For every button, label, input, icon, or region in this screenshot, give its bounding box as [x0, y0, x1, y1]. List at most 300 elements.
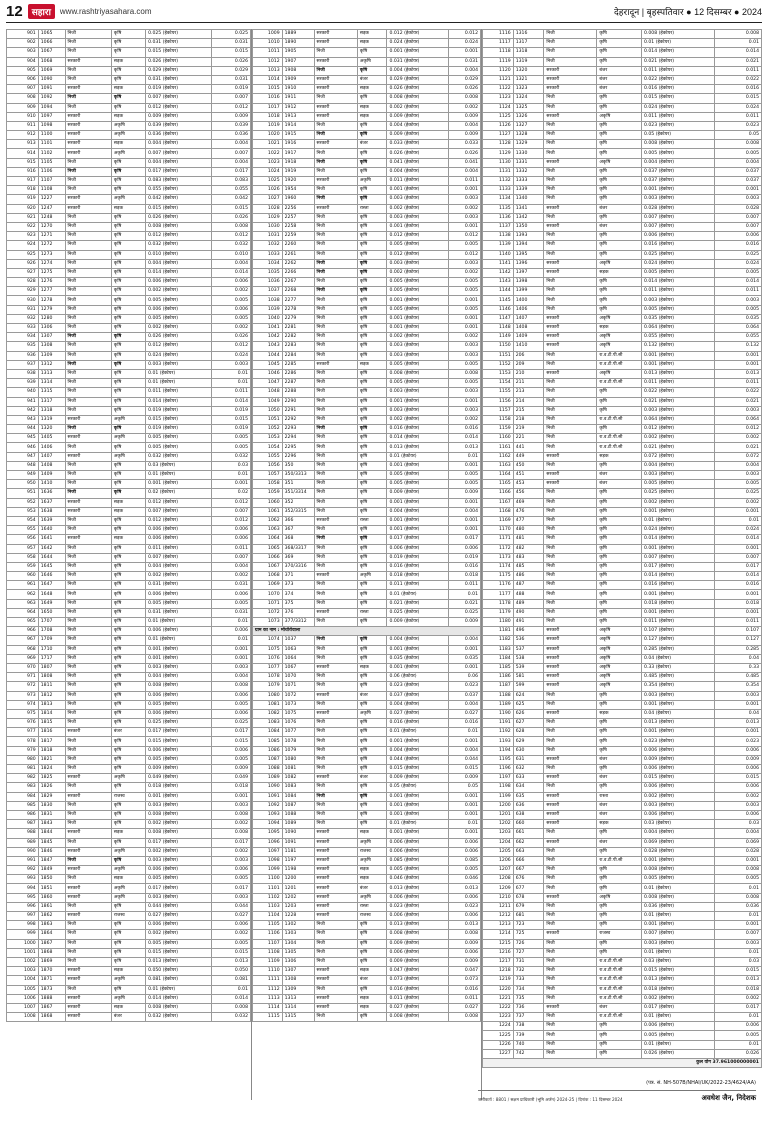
area-cell: 0.001 (हेक्टेयर)	[387, 792, 449, 801]
area-cell: 0.022 (हेक्टेयर)	[642, 388, 715, 397]
area-cell: 0.004 (हेक्टेयर)	[146, 158, 212, 167]
owner-cell: सरकारी	[314, 103, 357, 112]
serial-cell: 999	[7, 930, 39, 939]
owner-cell: सरकारी	[314, 75, 357, 84]
area-cell: 0.024 (हेक्टेयर)	[146, 351, 212, 360]
value-cell: 0.022	[714, 75, 761, 84]
area-cell: 0.011 (हेक्टेयर)	[146, 388, 212, 397]
landuse-cell: कृषि	[357, 645, 387, 654]
plot-cell: 206	[513, 351, 544, 360]
serial-cell: 957	[7, 544, 39, 553]
serial-cell: 1196	[483, 765, 514, 774]
area-cell: 0.015 (हेक्टेयर)	[387, 765, 449, 774]
landuse-cell: सड़क	[111, 112, 145, 121]
area-cell: 0.03 (हेक्टेयर)	[146, 461, 212, 470]
plot-cell: 1329	[513, 140, 544, 149]
owner-cell: निजी	[314, 434, 357, 443]
value-cell: 0.003	[714, 939, 761, 948]
serial-cell: 1044	[253, 351, 283, 360]
plot-cell: 536	[513, 636, 544, 645]
plot-cell: 1101	[38, 140, 65, 149]
owner-cell: निजी	[65, 636, 111, 645]
plot-cell: 1078	[282, 737, 314, 746]
owner-cell: निजी	[314, 535, 357, 544]
table-row	[253, 296, 481, 305]
plot-cell: 1864	[38, 930, 65, 939]
landuse-cell: कृषि	[597, 406, 642, 415]
serial-cell: 1089	[253, 774, 283, 783]
value-cell: 0.036	[714, 902, 761, 911]
table-row	[483, 921, 762, 930]
value-cell: 0.013	[449, 884, 481, 893]
area-cell: 0.081 (हेक्टेयर)	[146, 976, 212, 985]
plot-cell: 1319	[38, 415, 65, 424]
area-cell: 0.018 (हेक्टेयर)	[146, 783, 212, 792]
owner-cell: निजी	[314, 425, 357, 434]
landuse-cell: कृषि	[357, 461, 387, 470]
owner-cell: निजी	[65, 801, 111, 810]
landuse-cell: अकृषि	[597, 259, 642, 268]
value-cell: 0.011	[714, 112, 761, 121]
owner-cell: निजी	[65, 544, 111, 553]
plot-cell: 1080	[282, 755, 314, 764]
value-cell: 0.01	[449, 452, 481, 461]
owner-cell: निजी	[65, 314, 111, 323]
table-row	[7, 287, 251, 296]
serial-cell: 1209	[483, 884, 514, 893]
plot-cell: 1867	[38, 939, 65, 948]
value-cell: 0.022	[714, 388, 761, 397]
landuse-cell: अकृषि	[111, 884, 145, 893]
owner-cell: निजी	[314, 618, 357, 627]
serial-cell: 1018	[253, 112, 283, 121]
value-cell: 0.009	[449, 957, 481, 966]
landuse-cell: कृषि	[111, 783, 145, 792]
value-cell: 0.006	[449, 948, 481, 957]
area-cell: 0.006 (हेक्टेयर)	[642, 783, 715, 792]
value-cell: 0.06	[449, 673, 481, 682]
area-cell: 0.023 (हेक्टेयर)	[387, 682, 449, 691]
area-cell: 0.035 (हेक्टेयर)	[642, 314, 715, 323]
area-cell: 0.024 (हेक्टेयर)	[387, 39, 449, 48]
owner-cell: निजी	[544, 746, 597, 755]
area-cell: 0.027 (हेक्टेयर)	[387, 1003, 449, 1012]
landuse-cell: राजस्व	[357, 912, 387, 921]
website-link[interactable]: www.rashtriyasahara.com	[59, 6, 152, 16]
landuse-cell: कृषि	[111, 314, 145, 323]
table-row	[253, 682, 481, 691]
table-row	[253, 415, 481, 424]
plot-cell: 371	[282, 572, 314, 581]
value-cell: 0.004	[714, 829, 761, 838]
serial-cell: 1078	[253, 673, 283, 682]
landuse-cell: सड़क	[357, 1003, 387, 1012]
owner-cell: निजी	[544, 765, 597, 774]
value-cell: 0.016	[449, 425, 481, 434]
landuse-cell: कृषि	[111, 663, 145, 672]
table-row	[7, 875, 251, 884]
area-cell: 0.003 (हेक्टेयर)	[146, 801, 212, 810]
plot-cell: 1407	[513, 314, 544, 323]
landuse-cell: कृषि	[597, 232, 642, 241]
area-cell: 0.01 (हेक्टेयर)	[642, 948, 715, 957]
plot-cell: 1890	[282, 39, 314, 48]
table-row	[483, 737, 762, 746]
area-cell: 0.006 (हेक्टेयर)	[642, 746, 715, 755]
serial-cell: 1059	[253, 489, 283, 498]
value-cell: 0.013	[714, 369, 761, 378]
table-row	[253, 259, 481, 268]
value-cell: 0.008	[714, 866, 761, 875]
serial-cell: 952	[7, 498, 39, 507]
owner-cell: सरकारी	[314, 112, 357, 121]
owner-cell: सरकारी	[544, 471, 597, 480]
plot-cell: 537	[513, 645, 544, 654]
landuse-cell: बंजर	[597, 801, 642, 810]
table-row	[483, 471, 762, 480]
serial-cell: 1207	[483, 866, 514, 875]
area-cell: 0.008 (हेक्टेयर)	[387, 1013, 449, 1022]
landuse-cell: कृषि	[111, 755, 145, 764]
owner-cell: निजी	[314, 930, 357, 939]
owner-cell: सरकारी	[65, 893, 111, 902]
landuse-cell: कृषि	[597, 719, 642, 728]
serial-cell: 1175	[483, 572, 514, 581]
serial-cell: 1073	[253, 618, 283, 627]
serial-cell: 1025	[253, 177, 283, 186]
serial-cell: 970	[7, 663, 39, 672]
owner-cell: निजी	[65, 654, 111, 663]
table-row	[253, 673, 481, 682]
table-row	[483, 709, 762, 718]
value-cell: 0.041	[449, 158, 481, 167]
serial-cell: 954	[7, 516, 39, 525]
table-row	[253, 948, 481, 957]
owner-cell: सरकारी	[544, 314, 597, 323]
area-cell: 0.016 (हेक्टेयर)	[387, 719, 449, 728]
table-row	[483, 250, 762, 259]
value-cell: 0.009	[449, 618, 481, 627]
landuse-cell: कृषि	[111, 737, 145, 746]
plot-cell: 725	[513, 930, 544, 939]
landuse-cell: कृषि	[597, 241, 642, 250]
table-row	[7, 516, 251, 525]
table-row	[483, 765, 762, 774]
landuse-cell: कृषि	[111, 158, 145, 167]
landuse-cell: बंजर	[597, 471, 642, 480]
area-cell: 0.006 (हेक्टेयर)	[642, 810, 715, 819]
landuse-cell: सड़क	[357, 30, 387, 39]
area-cell: 0.001 (हेक्टेयर)	[146, 645, 212, 654]
owner-cell: सरकारी	[65, 1013, 111, 1022]
value-cell: 0.001	[714, 608, 761, 617]
plot-cell: 491	[513, 618, 544, 627]
serial-cell: 1093	[253, 810, 283, 819]
table-row	[253, 810, 481, 819]
owner-cell: निजी	[314, 186, 357, 195]
value-cell: 0.005	[449, 360, 481, 369]
landuse-cell: कृषि	[357, 158, 387, 167]
serial-cell: 1170	[483, 526, 514, 535]
serial-cell: 982	[7, 774, 39, 783]
area-cell: 0.016 (हेक्टेयर)	[387, 562, 449, 571]
area-cell: 0.001 (हेक्टेयर)	[387, 461, 449, 470]
table-row	[7, 232, 251, 241]
area-cell: 0.012 (हेक्टेयर)	[642, 425, 715, 434]
landuse-cell: कृषि	[111, 682, 145, 691]
plot-cell: 1916	[282, 140, 314, 149]
table-row	[7, 241, 251, 250]
plot-cell: 1306	[282, 957, 314, 966]
landuse-cell: सड़क	[597, 268, 642, 277]
table-row	[253, 103, 481, 112]
table-row	[483, 902, 762, 911]
area-cell: 0.005 (हेक्टेयर)	[387, 305, 449, 314]
owner-cell: सरकारी	[65, 535, 111, 544]
area-cell: 0.006 (हेक्टेयर)	[642, 232, 715, 241]
plot-cell: 469	[513, 498, 544, 507]
plot-cell: 486	[513, 572, 544, 581]
plot-cell: 633	[513, 774, 544, 783]
area-cell: 0.285 (हेक्टेयर)	[642, 645, 715, 654]
serial-cell: 1208	[483, 875, 514, 884]
area-cell: 0.021 (हेक्टेयर)	[642, 443, 715, 452]
landuse-cell: कृषि	[597, 912, 642, 921]
owner-cell: निजी	[544, 186, 597, 195]
plot-cell: 1394	[513, 241, 544, 250]
serial-cell: 926	[7, 259, 39, 268]
owner-cell: निजी	[314, 765, 357, 774]
value-cell: 0.002	[211, 324, 250, 333]
area-cell: 0.032 (हेक्टेयर)	[146, 1013, 212, 1022]
table-row	[253, 535, 481, 544]
value-cell: 0.016	[714, 241, 761, 250]
table-row	[253, 1013, 481, 1022]
table-row	[7, 948, 251, 957]
table-row	[7, 618, 251, 627]
table-row	[253, 333, 481, 342]
value-cell: 0.003	[714, 801, 761, 810]
landuse-cell: कृषि	[357, 333, 387, 342]
area-cell: 0.001 (हेक्टेयर)	[387, 663, 449, 672]
landuse-cell: सड़क	[357, 875, 387, 884]
area-cell: 0.006 (हेक्टेयर)	[387, 544, 449, 553]
serial-cell: 989	[7, 838, 39, 847]
value-cell: 0.006	[449, 838, 481, 847]
landuse-cell: कृषि	[597, 737, 642, 746]
table-row	[483, 415, 762, 424]
landuse-cell: कृषि	[111, 30, 145, 39]
owner-cell: सरकारी	[314, 967, 357, 976]
plot-cell: 449	[513, 452, 544, 461]
serial-cell: 1129	[483, 149, 514, 158]
table-row	[253, 305, 481, 314]
landuse-cell: कृषि	[111, 369, 145, 378]
serial-cell: 1001	[7, 948, 39, 957]
table-row	[253, 581, 481, 590]
landuse-cell: कृषि	[111, 351, 145, 360]
area-cell: 0.01 (हेक्टेयर)	[642, 1040, 715, 1049]
value-cell: 0.001	[714, 186, 761, 195]
value-cell: 0.008	[449, 369, 481, 378]
owner-cell: सरकारी	[314, 884, 357, 893]
area-cell: 0.06 (हेक्टेयर)	[387, 673, 449, 682]
landuse-cell: कृषि	[357, 324, 387, 333]
plot-cell: 1341	[513, 204, 544, 213]
value-cell: 0.005	[449, 866, 481, 875]
landuse-cell: कृषि	[357, 682, 387, 691]
plot-cell: 1340	[513, 195, 544, 204]
serial-cell: 1012	[253, 57, 283, 66]
owner-cell: निजी	[65, 30, 111, 39]
plot-cell: 480	[513, 526, 544, 535]
owner-cell: निजी	[314, 526, 357, 535]
plot-cell: 2294	[282, 434, 314, 443]
owner-cell: निजी	[314, 66, 357, 75]
value-cell: 0.017	[714, 1003, 761, 1012]
owner-cell: सरकारी	[544, 259, 597, 268]
value-cell: 0.004	[211, 259, 250, 268]
owner-cell: निजी	[314, 406, 357, 415]
table-row	[253, 976, 481, 985]
masthead	[6, 0, 762, 23]
table-row	[483, 131, 762, 140]
plot-cell: 1108	[38, 186, 65, 195]
owner-cell: निजी	[65, 296, 111, 305]
value-cell: 0.006	[449, 544, 481, 553]
value-cell: 0.001	[714, 360, 761, 369]
owner-cell: सरकारी	[65, 452, 111, 461]
value-cell: 0.01	[211, 471, 250, 480]
owner-cell: सरकारी	[314, 976, 357, 985]
serial-cell: 1036	[253, 278, 283, 287]
landuse-cell: कृषि	[111, 278, 145, 287]
owner-cell: निजी	[314, 939, 357, 948]
serial-cell: 1003	[7, 967, 39, 976]
landuse-cell: अकृषि	[597, 636, 642, 645]
serial-cell: 1187	[483, 682, 514, 691]
value-cell: 0.024	[714, 259, 761, 268]
serial-cell: 913	[7, 140, 39, 149]
owner-cell: सरकारी	[65, 121, 111, 130]
landuse-cell: बंजर	[597, 66, 642, 75]
value-cell: 0.01	[211, 379, 250, 388]
table-row	[7, 810, 251, 819]
area-cell: 0.012 (हेक्टेयर)	[146, 498, 212, 507]
table-row	[253, 489, 481, 498]
value-cell: 0.001	[449, 222, 481, 231]
serial-cell: 1084	[253, 728, 283, 737]
area-cell: 0.005 (हेक्टेयर)	[642, 305, 715, 314]
area-cell: 0.027 (हेक्टेयर)	[146, 912, 212, 921]
plot-cell: 2281	[282, 324, 314, 333]
landuse-cell: कृषि	[357, 921, 387, 930]
owner-cell: निजी	[65, 287, 111, 296]
owner-cell: निजी	[544, 902, 597, 911]
serial-cell: 1042	[253, 333, 283, 342]
landuse-cell: कृषि	[357, 480, 387, 489]
landuse-cell: अकृषि	[357, 856, 387, 865]
table-row	[483, 158, 762, 167]
landuse-cell: कृषि	[357, 948, 387, 957]
value-cell: 0.002	[211, 847, 250, 856]
serial-cell: 1098	[253, 856, 283, 865]
owner-cell: निजी	[314, 259, 357, 268]
landuse-cell: कृषि	[357, 562, 387, 571]
value-cell: 0.002	[211, 572, 250, 581]
serial-cell: 930	[7, 296, 39, 305]
area-cell: 0.001 (हेक्टेयर)	[387, 222, 449, 231]
landuse-cell: कृषि	[597, 296, 642, 305]
landuse-cell: कृषि	[111, 471, 145, 480]
landuse-cell: कृषि	[111, 167, 145, 176]
plot-cell: 2282	[282, 333, 314, 342]
area-cell: 0.016 (हेक्टेयर)	[387, 425, 449, 434]
serial-cell: 1164	[483, 471, 514, 480]
serial-cell: 1020	[253, 131, 283, 140]
owner-cell: सरकारी	[65, 1003, 111, 1012]
serial-cell: 1215	[483, 939, 514, 948]
plot-cell: 1868	[38, 1013, 65, 1022]
serial-cell: 951	[7, 489, 39, 498]
table-row	[7, 489, 251, 498]
landuse-cell: अकृषि	[111, 893, 145, 902]
table-row	[7, 976, 251, 985]
landuse-cell: कृषि	[357, 167, 387, 176]
plot-cell: 1869	[38, 957, 65, 966]
area-cell: 0.008 (हेक्टेयर)	[146, 222, 212, 231]
owner-cell: निजी	[544, 406, 597, 415]
serial-cell: 1132	[483, 177, 514, 186]
serial-cell: 1173	[483, 553, 514, 562]
plot-cell: 1860	[38, 893, 65, 902]
serial-cell: 1217	[483, 957, 514, 966]
plot-cell: 1918	[282, 158, 314, 167]
owner-cell: निजी	[544, 296, 597, 305]
value-cell: 0.009	[449, 774, 481, 783]
owner-cell: सरकारी	[65, 866, 111, 875]
owner-cell: सरकारी	[314, 709, 357, 718]
plot-cell: 1808	[38, 673, 65, 682]
area-cell: 0.022 (हेक्टेयर)	[642, 75, 715, 84]
area-cell: 0.001 (हेक्टेयर)	[387, 801, 449, 810]
landuse-cell: कृषि	[357, 94, 387, 103]
serial-cell: 1007	[7, 1003, 39, 1012]
plot-cell: 453	[513, 480, 544, 489]
owner-cell: निजी	[544, 912, 597, 921]
plot-cell: 352	[282, 498, 314, 507]
landuse-cell: रास्ता	[357, 608, 387, 617]
landuse-cell: कृषि	[111, 305, 145, 314]
plot-cell: 2284	[282, 351, 314, 360]
landuse-cell: अकृषि	[357, 893, 387, 902]
value-cell: 0.03	[211, 461, 250, 470]
serial-cell: 960	[7, 572, 39, 581]
plot-cell: 485	[513, 562, 544, 571]
owner-cell: निजी	[65, 875, 111, 884]
landuse-cell: कृषि	[111, 388, 145, 397]
area-cell: 0.032 (हेक्टेयर)	[146, 241, 212, 250]
serial-cell: 918	[7, 186, 39, 195]
serial-cell: 1065	[253, 544, 283, 553]
plot-cell: 1323	[513, 85, 544, 94]
serial-cell: 974	[7, 700, 39, 709]
area-cell: 0.005 (हेक्टेयर)	[642, 875, 715, 884]
area-cell: 0.007 (हेक्टेयर)	[146, 553, 212, 562]
value-cell: 0.019	[211, 425, 250, 434]
value-cell: 0.015	[714, 94, 761, 103]
landuse-cell: कृषि	[111, 856, 145, 865]
